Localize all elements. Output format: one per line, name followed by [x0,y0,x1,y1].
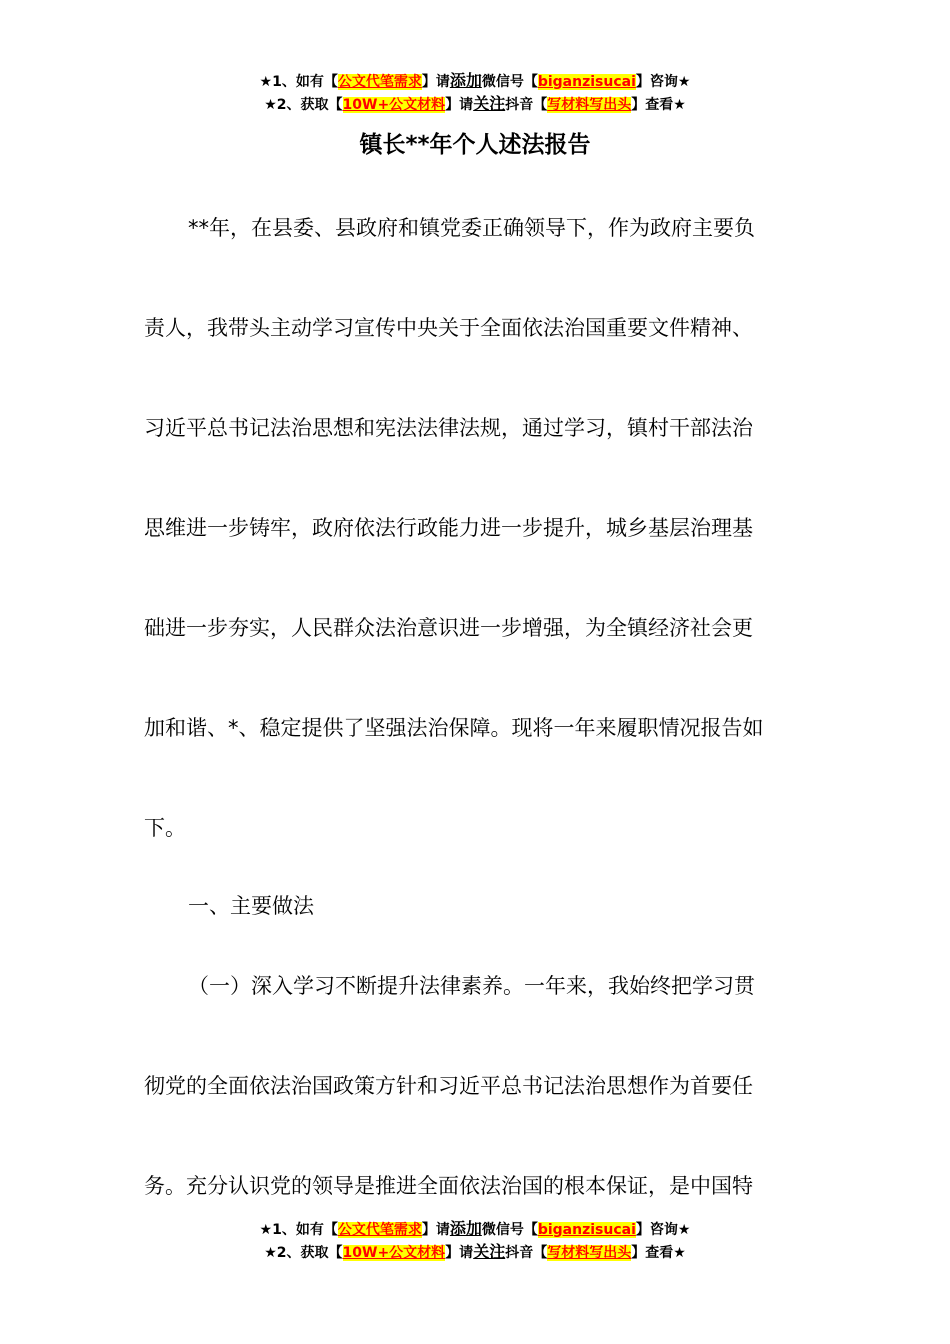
promo-footer [0,1218,950,1264]
promo-highlight: 写材料写出头 [547,1245,632,1261]
promo-line-1 [0,70,950,93]
promo-highlight: biganzisucai [537,74,636,90]
promo-header [0,70,950,116]
promo-emphasis: 添加 [449,71,482,90]
promo-text: 抖音【 [505,97,548,113]
promo-highlight: 写材料写出头 [547,97,632,113]
promo-text: 抖音【 [505,1245,548,1261]
promo-highlight: 10W+公文材料 [342,1245,446,1261]
promo-emphasis: 添加 [449,1219,482,1238]
promo-highlight: 10W+公文材料 [342,97,446,113]
promo-emphasis: 关注 [473,94,506,113]
promo-highlight: biganzisucai [537,1222,636,1238]
paragraph-line: 责人，我带头主动学习宣传中央关于全面依法治国重要文件精神、 [144,316,753,340]
promo-text: ★2、获取【 [264,97,343,113]
paragraph-intro [144,208,814,908]
promo-text: ★1、如有【 [259,1222,338,1238]
paragraph-line: 下。 [144,816,186,840]
promo-text: 】查看★ [631,97,686,113]
paragraph-line: 思维进一步铸牢，政府依法行政能力进一步提升，城乡基层治理基 [144,516,753,540]
promo-text: ★2、获取【 [264,1245,343,1261]
document-title: 镇长**年个人述法报告 [359,132,591,158]
promo-text: 】请 [421,74,450,90]
promo-text: 】请 [445,97,474,113]
paragraph-line: 加和谐、*、稳定提供了坚强法治保障。现将一年来履职情况报告如 [144,716,764,740]
promo-text: ★1、如有【 [259,74,338,90]
promo-line-2 [0,93,950,116]
paragraph-line: 础进一步夯实，人民群众法治意识进一步增强，为全镇经济社会更 [144,616,753,640]
paragraph-line: 务。充分认识党的领导是推进全面依法治国的根本保证，是中国特 [144,1174,753,1198]
promo-line-2 [0,1241,950,1264]
promo-text: 】请 [445,1245,474,1261]
promo-text: 】咨询★ [635,1222,691,1238]
section-heading: 一、主要做法 [188,894,314,918]
promo-highlight: 公文代笔需求 [337,1222,422,1238]
promo-line-1 [0,1218,950,1241]
promo-emphasis: 关注 [473,1242,506,1261]
promo-text: 】查看★ [631,1245,686,1261]
paragraph-line: 彻党的全面依法治国政策方针和习近平总书记法治思想作为首要任 [144,1074,753,1098]
paragraph-line: **年，在县委、县政府和镇党委正确领导下，作为政府主要负 [188,216,755,240]
promo-text: 】咨询★ [635,74,691,90]
promo-text: 】请 [421,1222,450,1238]
promo-text: 微信号【 [481,1222,538,1238]
promo-highlight: 公文代笔需求 [337,74,422,90]
paragraph-line: 习近平总书记法治思想和宪法法律法规，通过学习，镇村干部法治 [144,416,753,440]
promo-text: 微信号【 [481,74,538,90]
paragraph-line: （一）深入学习不断提升法律素养。一年来，我始终把学习贯 [188,974,755,998]
